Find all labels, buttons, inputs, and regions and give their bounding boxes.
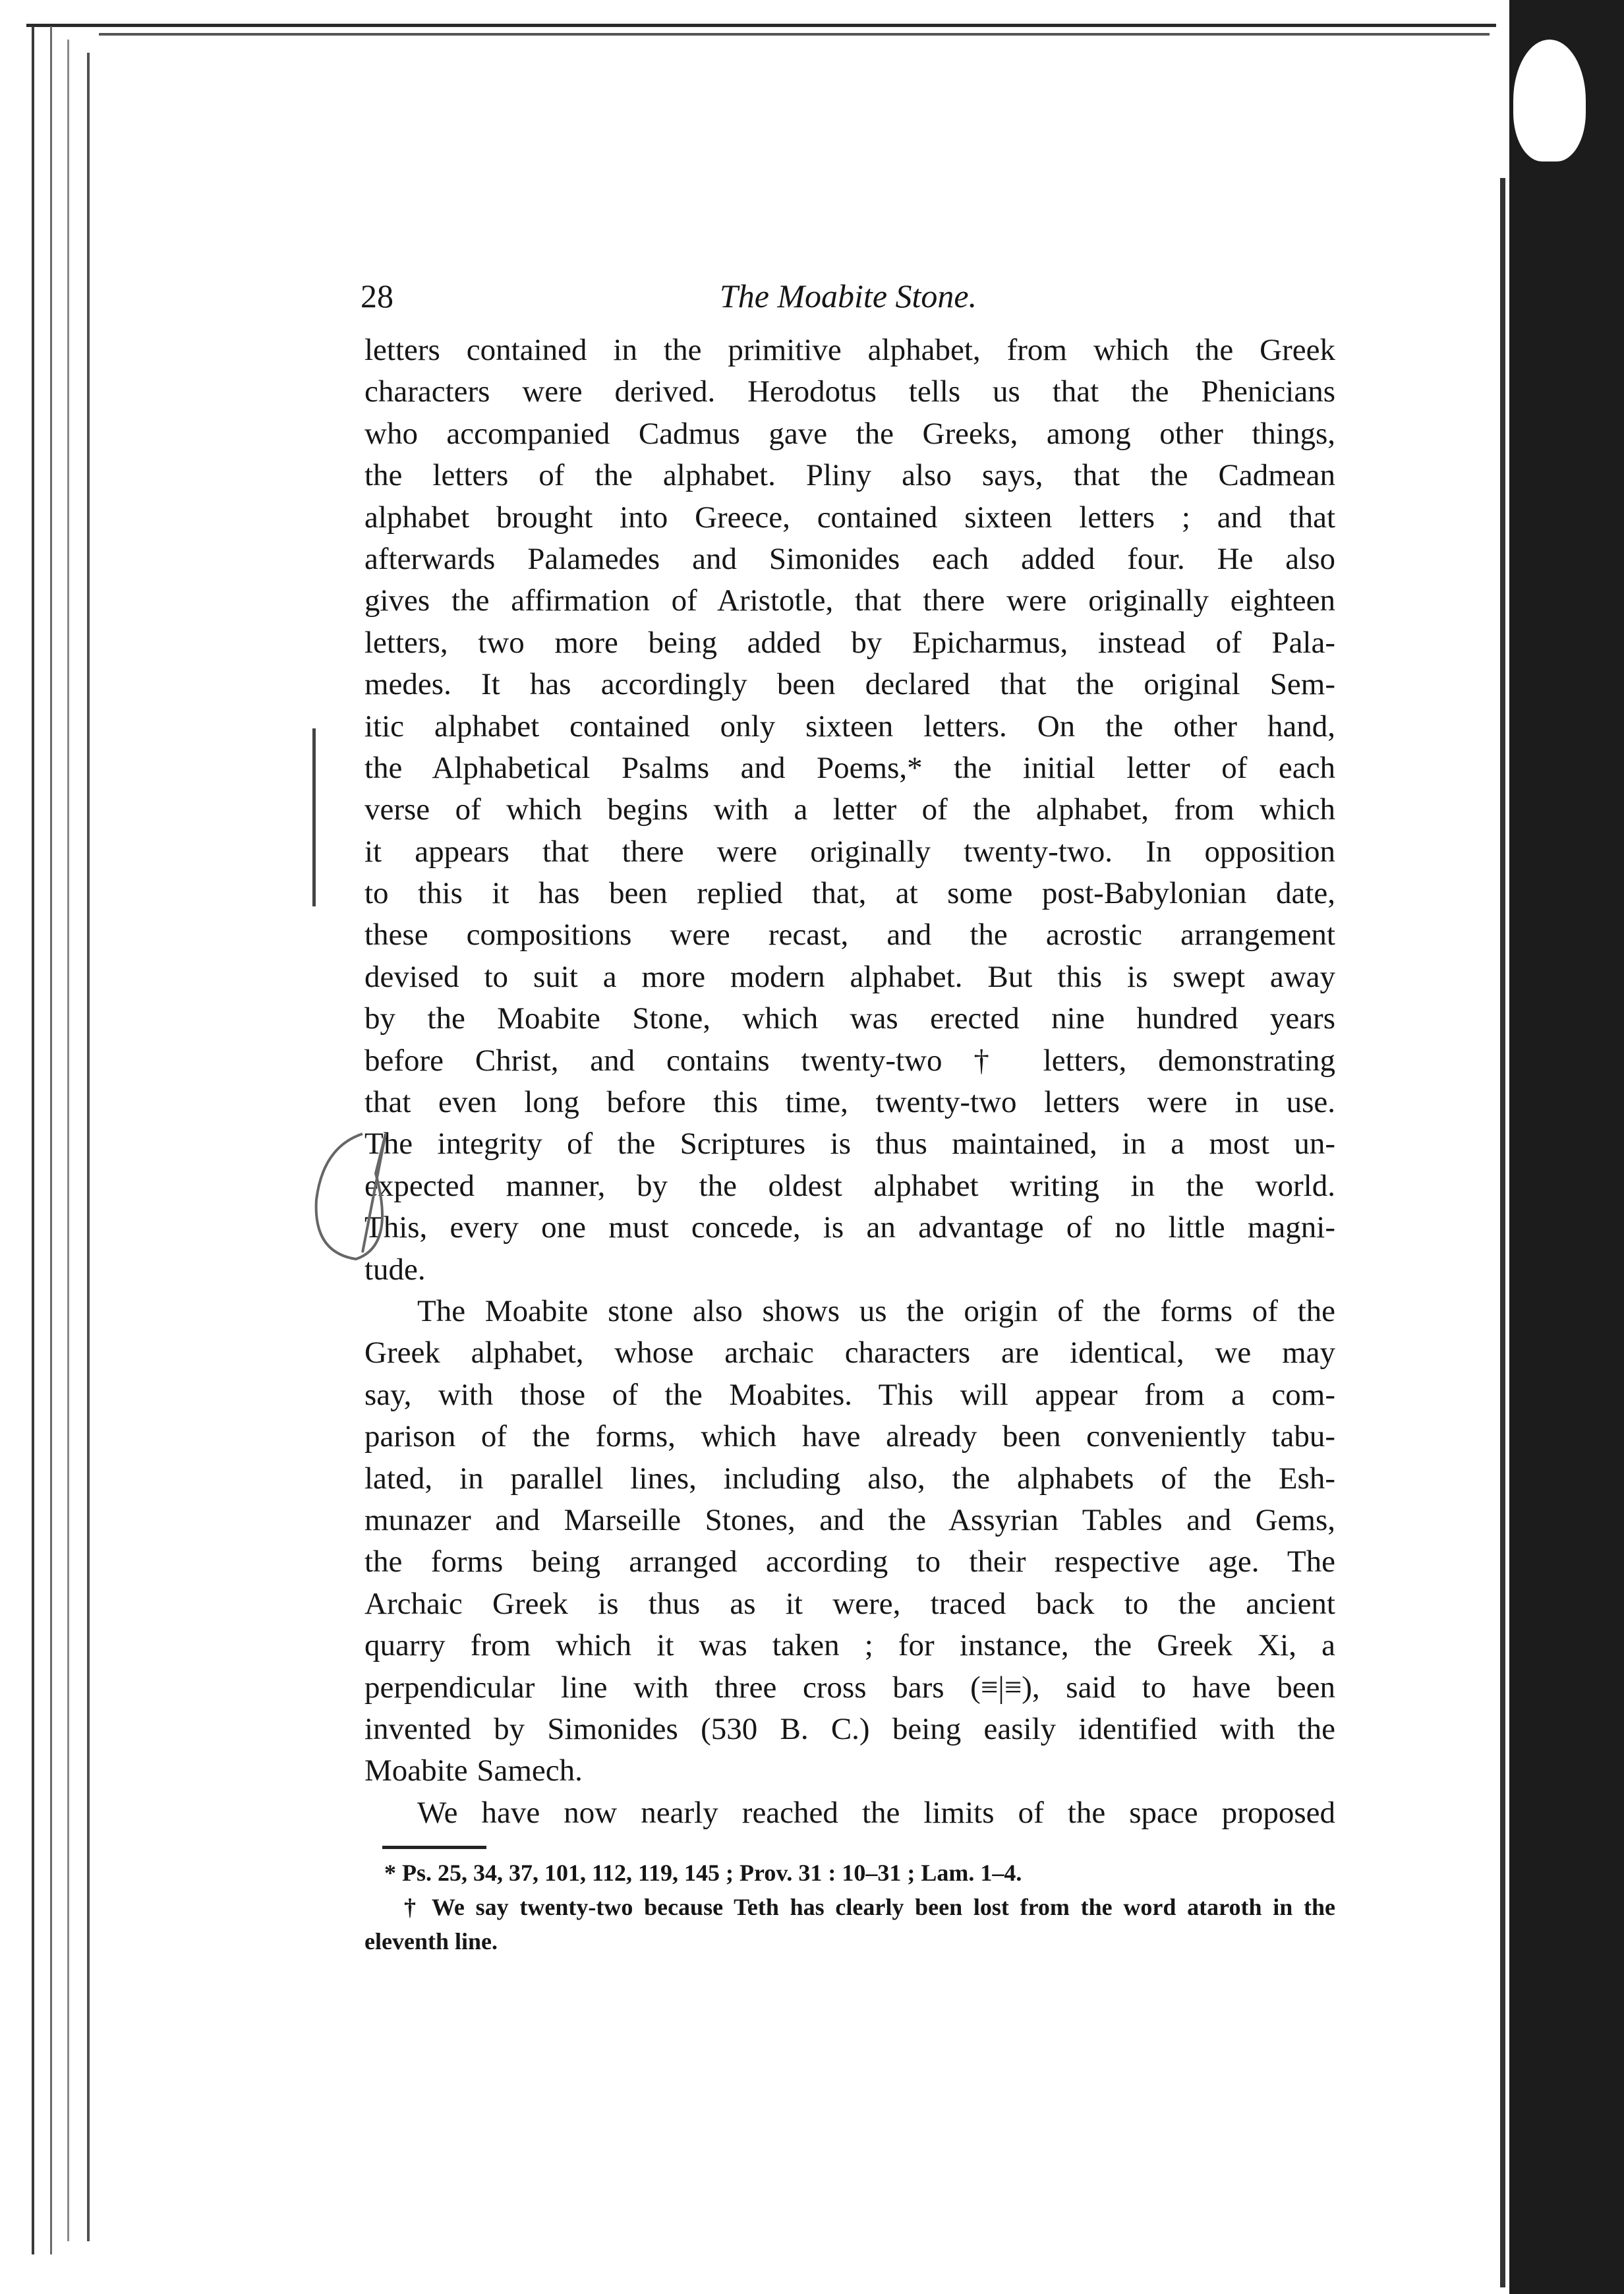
footnote-continuation: eleventh line. bbox=[364, 1928, 498, 1955]
text-line: that even long before this time, twenty-two letters were in use. bbox=[364, 1085, 1335, 1120]
text-line: invented by Simonides (530 B. C.) being easily identified with the bbox=[364, 1711, 1335, 1746]
text-line: tude. bbox=[364, 1252, 426, 1287]
page-edge-left-3 bbox=[67, 40, 69, 2241]
page-edge-top bbox=[26, 0, 1496, 27]
text-line: expected manner, by the oldest alphabet writing in the world. bbox=[364, 1168, 1335, 1203]
page-edge-left-1 bbox=[32, 26, 34, 2254]
text-line: these compositions were recast, and the acrostic arrangement bbox=[364, 918, 1335, 953]
text-line: parison of the forms, which have already been conveniently tabu- bbox=[364, 1419, 1335, 1454]
text-line: munazer and Marseille Stones, and the Assyrian Tables and Gems, bbox=[364, 1502, 1335, 1537]
page-tab-shape bbox=[1513, 40, 1586, 162]
text-line: who accompanied Cadmus gave the Greeks, among other things, bbox=[364, 416, 1335, 451]
text-line: the letters of the alphabet. Pliny also says, that the Cadmean bbox=[364, 458, 1335, 493]
text-line: by the Moabite Stone, which was erected nine hundred years bbox=[364, 1001, 1335, 1036]
text-line: The integrity of the Scriptures is thus maintained, in a most un- bbox=[364, 1127, 1335, 1162]
text-line: Moabite Samech. bbox=[364, 1753, 583, 1788]
text-line: devised to suit a more modern alphabet. But this is swept away bbox=[364, 959, 1335, 994]
text-line: say, with those of the Moabites. This will appear from a com- bbox=[364, 1377, 1335, 1412]
text-line: it appears that there were originally twenty-two. In opposition bbox=[364, 834, 1335, 869]
text-line: medes. It has accordingly been declared that the original Sem- bbox=[364, 667, 1335, 702]
text-line: the Alphabetical Psalms and Poems,* the initial letter of each bbox=[364, 750, 1335, 785]
text-line: gives the affirmation of Aristotle, that there were originally eighteen bbox=[364, 583, 1335, 618]
text-line: to this it has been replied that, at some post-Babylonian date, bbox=[364, 876, 1335, 911]
text-line: Archaic Greek is thus as it were, traced back to the ancient bbox=[364, 1586, 1335, 1621]
binding-line-right bbox=[1500, 178, 1505, 2287]
margin-annotation-bar bbox=[312, 728, 316, 906]
page-edge-left-4 bbox=[87, 53, 90, 2241]
text-line: Greek alphabet, whose archaic characters are identical, we may bbox=[364, 1336, 1335, 1370]
text-line: alphabet brought into Greece, contained sixteen letters ; and that bbox=[364, 500, 1335, 535]
page-edge-left-2 bbox=[50, 26, 52, 2254]
text-line: the forms being arranged according to their respective age. The bbox=[364, 1544, 1335, 1579]
text-line: We have now nearly reached the limits of the space proposed bbox=[417, 1795, 1335, 1830]
page-edge-top-inner bbox=[99, 33, 1490, 36]
page-number: 28 bbox=[361, 278, 393, 314]
text-line: letters, two more being added by Epicharmus, instead of Pala- bbox=[364, 625, 1335, 660]
scan-border-right bbox=[1509, 0, 1624, 2294]
text-line: characters were derived. Herodotus tells us that the Phenicians bbox=[364, 374, 1335, 409]
text-line: The Moabite stone also shows us the origin of the forms of the bbox=[417, 1293, 1335, 1328]
running-title: The Moabite Stone. bbox=[719, 278, 977, 314]
text-line: perpendicular line with three cross bars (≡|≡), said to have been bbox=[364, 1670, 1335, 1705]
text-line: letters contained in the primitive alphabet, from which the Greek bbox=[364, 333, 1335, 367]
text-line: verse of which begins with a letter of the alphabet, from which bbox=[364, 792, 1335, 827]
margin-annotation-scribble bbox=[283, 1121, 415, 1272]
footnote: † We say twenty-two because Teth has clearly been lost from the word ataroth in the bbox=[404, 1894, 1335, 1920]
text-line: quarry from which it was taken ; for instance, the Greek Xi, a bbox=[364, 1628, 1335, 1663]
page-header bbox=[361, 277, 1336, 316]
footnote: * Ps. 25, 34, 37, 101, 112, 119, 145 ; Prov. 31 : 10–31 ; Lam. 1–4. bbox=[384, 1860, 1022, 1886]
text-line: itic alphabet contained only sixteen letters. On the other hand, bbox=[364, 709, 1335, 744]
footnote-rule bbox=[382, 1846, 486, 1849]
text-line: afterwards Palamedes and Simonides each added four. He also bbox=[364, 541, 1335, 576]
text-line: lated, in parallel lines, including also, the alphabets of the Esh- bbox=[364, 1461, 1335, 1496]
body-text bbox=[364, 330, 1335, 1834]
text-line: This, every one must concede, is an advantage of no little magni- bbox=[364, 1210, 1335, 1245]
text-line: before Christ, and contains twenty-two † letters, demonstrating bbox=[364, 1043, 1335, 1078]
footnotes bbox=[364, 1856, 1335, 1958]
